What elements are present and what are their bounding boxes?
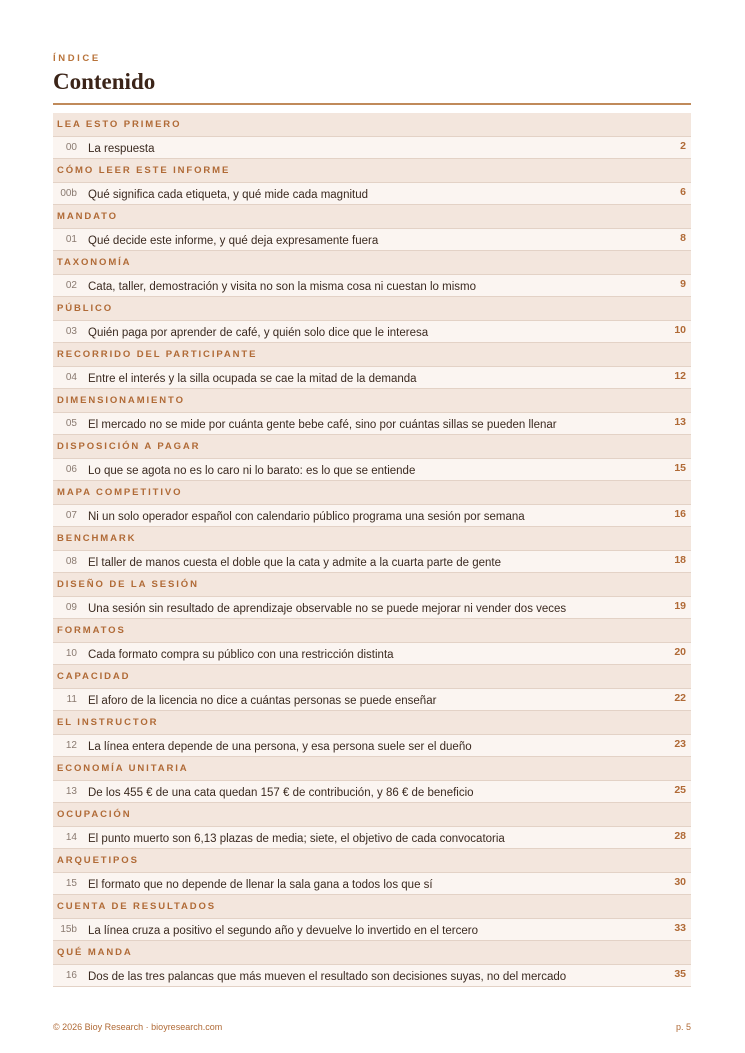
toc-section-header: DISPOSICIÓN A PAGAR <box>53 435 691 459</box>
toc-entry[interactable] <box>53 459 691 481</box>
toc-entry-title: Cada formato compra su público con una restricción distinta <box>88 649 394 661</box>
page-title: Contenido <box>53 69 156 94</box>
toc-section-header: ECONOMÍA UNITARIA <box>53 757 691 781</box>
toc-entry-number: 04 <box>65 372 77 383</box>
toc-entry-page: 15 <box>674 462 686 474</box>
toc-entry-number: 11 <box>66 694 77 705</box>
toc-entry[interactable] <box>53 275 691 297</box>
toc-entry-number: 08 <box>65 556 77 567</box>
toc-entry[interactable] <box>53 183 691 205</box>
toc-entry[interactable] <box>53 827 691 849</box>
toc-section-header: OCUPACIÓN <box>53 803 691 827</box>
toc-entry-page: 25 <box>674 784 686 796</box>
toc-entry-number: 13 <box>65 786 77 797</box>
toc-entry-title: La línea cruza a positivo el segundo año y devuelve lo invertido en el tercero <box>88 925 478 937</box>
toc-entry-page: 6 <box>680 186 686 198</box>
toc-entry-page: 28 <box>674 830 686 842</box>
toc-entry[interactable] <box>53 597 691 619</box>
toc-entry-page: 33 <box>674 922 686 934</box>
toc-entry-number: 14 <box>65 832 77 843</box>
toc-entry[interactable] <box>53 413 691 435</box>
toc-entry-title: El mercado no se mide por cuánta gente bebe café, sino por cuántas sillas se pueden llenar <box>88 419 557 431</box>
toc-entry-number: 16 <box>65 970 77 981</box>
toc-entry[interactable] <box>53 505 691 527</box>
toc-entry-number: 05 <box>65 418 77 429</box>
toc-entry-title: Qué decide este informe, y qué deja expresamente fuera <box>88 235 379 247</box>
toc-entry-title: El formato que no depende de llenar la sala gana a todos los que sí <box>88 879 433 891</box>
toc-section-header: BENCHMARK <box>53 527 691 551</box>
toc-section-header: FORMATOS <box>53 619 691 643</box>
toc-section-header: MAPA COMPETITIVO <box>53 481 691 505</box>
toc-entry-number: 15 <box>65 878 77 889</box>
toc-entry-title: Dos de las tres palancas que más mueven el resultado son decisiones suyas, no del mercado <box>88 971 567 983</box>
toc-entry-page: 8 <box>680 232 686 244</box>
toc-entry-number: 12 <box>65 740 77 751</box>
toc-entry-number: 01 <box>65 234 77 245</box>
toc-entry[interactable] <box>53 735 691 757</box>
toc-section-header: DIMENSIONAMIENTO <box>53 389 691 413</box>
toc-entry-page: 19 <box>674 600 686 612</box>
toc-entry-title: Entre el interés y la silla ocupada se cae la mitad de la demanda <box>88 373 417 385</box>
toc-eyebrow: ÍNDICE <box>53 53 101 64</box>
toc-section-header: CÓMO LEER ESTE INFORME <box>53 159 691 183</box>
toc-entry[interactable] <box>53 137 691 159</box>
toc-entry-title: Quién paga por aprender de café, y quién solo dice que le interesa <box>88 327 429 339</box>
toc-entry[interactable] <box>53 643 691 665</box>
toc-entry[interactable] <box>53 321 691 343</box>
toc-section-header: QUÉ MANDA <box>53 941 691 965</box>
toc-entry-title: Ni un solo operador español con calendario público programa una sesión por semana <box>88 511 525 523</box>
toc-entry[interactable] <box>53 229 691 251</box>
toc-section-header: DISEÑO DE LA SESIÓN <box>53 573 691 597</box>
toc-entry[interactable] <box>53 689 691 711</box>
toc-entry-title: El taller de manos cuesta el doble que la cata y admite a la cuarta parte de gente <box>88 557 501 569</box>
toc-entry-page: 30 <box>674 876 686 888</box>
toc-entry-number: 15b <box>60 924 77 935</box>
toc-section-header: TAXONOMÍA <box>53 251 691 275</box>
toc-section-header: ARQUETIPOS <box>53 849 691 873</box>
toc-entry-number: 10 <box>65 648 77 659</box>
toc-section-header: LEA ESTO PRIMERO <box>53 113 691 137</box>
footer-page-number: p. 5 <box>675 1022 691 1032</box>
toc-entry-page: 9 <box>680 278 686 290</box>
toc-entry-number: 03 <box>65 326 77 337</box>
toc-entry[interactable] <box>53 551 691 573</box>
toc-entry-number: 06 <box>65 464 77 475</box>
toc-entry-page: 10 <box>674 324 686 336</box>
toc-section-header: EL INSTRUCTOR <box>53 711 691 735</box>
toc-section-header: CAPACIDAD <box>53 665 691 689</box>
toc-entry-page: 18 <box>674 554 686 566</box>
toc-entry-title: La respuesta <box>88 143 155 155</box>
toc-entry-title: De los 455 € de una cata quedan 157 € de contribución, y 86 € de beneficio <box>88 787 474 799</box>
toc-section-header: CUENTA DE RESULTADOS <box>53 895 691 919</box>
toc-entry-title: Cata, taller, demostración y visita no son la misma cosa ni cuestan lo mismo <box>88 281 476 293</box>
title-rule <box>53 103 691 105</box>
toc-entry[interactable] <box>53 367 691 389</box>
toc-entry-number: 07 <box>65 510 77 521</box>
toc-entry-title: El punto muerto son 6,13 plazas de media; siete, el objetivo de cada convocatoria <box>88 833 505 845</box>
toc-entry-page: 13 <box>674 416 686 428</box>
toc-entry-number: 09 <box>65 602 77 613</box>
toc-entry-number: 02 <box>65 280 77 291</box>
toc-entry-title: El aforo de la licencia no dice a cuántas personas se puede enseñar <box>88 695 437 707</box>
toc-entry-page: 22 <box>674 692 686 704</box>
toc-entry-page: 16 <box>674 508 686 520</box>
toc-section-header: MANDATO <box>53 205 691 229</box>
toc-entry-page: 35 <box>674 968 686 980</box>
toc-section-header: RECORRIDO DEL PARTICIPANTE <box>53 343 691 367</box>
toc-table <box>53 113 691 987</box>
footer-copyright: © 2026 Bioy Research · bioyresearch.com <box>53 1022 223 1032</box>
toc-entry[interactable] <box>53 781 691 803</box>
toc-entry-title: Qué significa cada etiqueta, y qué mide cada magnitud <box>88 189 369 201</box>
toc-entry-title: Lo que se agota no es lo caro ni lo barato: es lo que se entiende <box>88 465 416 477</box>
toc-entry-page: 20 <box>674 646 686 658</box>
toc-entry-title: Una sesión sin resultado de aprendizaje observable no se puede mejorar ni vender dos veces <box>88 603 567 615</box>
toc-entry[interactable] <box>53 919 691 941</box>
toc-entry-page: 12 <box>674 370 686 382</box>
toc-entry-number: 00b <box>60 188 77 199</box>
toc-entry-page: 23 <box>674 738 686 750</box>
toc-entry[interactable] <box>53 873 691 895</box>
toc-entry-number: 00 <box>65 142 77 153</box>
toc-entry[interactable] <box>53 965 691 987</box>
toc-entry-page: 2 <box>680 140 686 152</box>
toc-section-header: PÚBLICO <box>53 297 691 321</box>
toc-entry-title: La línea entera depende de una persona, y esa persona suele ser el dueño <box>88 741 472 753</box>
